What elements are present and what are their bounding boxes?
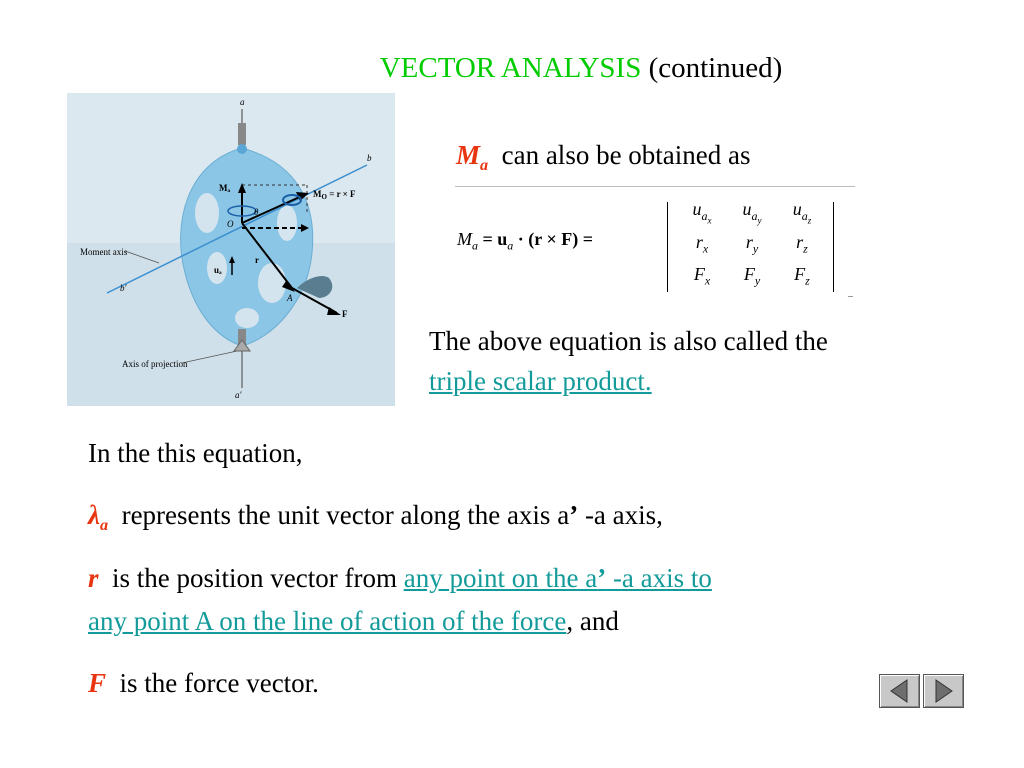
label-ua: uₐ — [214, 265, 222, 275]
matrix-row — [677, 260, 827, 292]
vector-diagram-figure — [67, 93, 395, 406]
f-symbol: F — [88, 668, 107, 698]
slide-navigation — [879, 674, 965, 710]
ma-heading — [456, 140, 751, 174]
label-b-prime: b′ — [120, 283, 127, 293]
matrix-row — [677, 196, 827, 228]
r-line: r is the position vector from any point on the a’ -a axis to — [88, 563, 712, 593]
title-main: VECTOR ANALYSIS — [379, 52, 642, 84]
f-line: F is the force vector. — [88, 668, 319, 698]
vector-diagram-svg — [67, 93, 395, 406]
label-a-prime: a′ — [235, 390, 242, 400]
label-F: F — [342, 309, 348, 319]
equation-image — [455, 186, 855, 304]
triple-product-link[interactable]: triple scalar product. — [429, 366, 652, 396]
matrix-cell: $F_z$ — [794, 263, 810, 288]
matrix-cell: $r_x$ — [695, 231, 709, 256]
lambda-symbol: $\lambda_a$ — [88, 500, 109, 534]
in-equation-line: In the this equation, — [88, 438, 303, 468]
matrix-cell: $u_{a_y}$ — [742, 199, 762, 225]
label-mo: $M_O = r \times F$ — [313, 189, 356, 201]
matrix-cell: $F_y$ — [743, 263, 761, 288]
next-slide-button[interactable] — [923, 674, 964, 708]
label-b: b — [367, 153, 372, 163]
triangle-left-icon — [880, 675, 919, 707]
equation-lhs: $M_a = u_a \cdot (r \times F)$ = — [457, 229, 593, 253]
r-symbol: r — [88, 563, 99, 593]
matrix-cell: $u_{a_x}$ — [692, 199, 712, 225]
determinant-matrix — [677, 196, 827, 292]
r-line-2: any point A on the line of action of the force, and — [88, 606, 619, 636]
matrix-cell: $u_{a_z}$ — [792, 199, 812, 225]
matrix-cell: $r_z$ — [796, 231, 808, 256]
slide-title — [0, 52, 1024, 85]
r-link-2[interactable]: any point A on the line of action of the force — [88, 606, 567, 636]
label-theta: θ — [254, 207, 259, 217]
matrix-row — [677, 228, 827, 260]
r-link-1[interactable]: any point on the a’ -a axis to — [403, 563, 712, 593]
above-line: The above equation is also called the — [429, 326, 828, 356]
label-moment-axis: Moment axis — [80, 247, 128, 257]
triangle-right-icon — [924, 675, 963, 707]
title-suffix: (continued) — [641, 52, 783, 84]
label-o: O — [227, 219, 234, 229]
matrix-cell: $F_x$ — [693, 263, 711, 288]
lambda-line: $\lambda_a$ represents the unit vector along the axis a’ -a axis, — [88, 500, 663, 534]
prev-slide-button[interactable] — [879, 674, 920, 708]
label-A: A — [287, 293, 293, 303]
matrix-cell: $r_y$ — [745, 231, 759, 256]
ma-symbol: $M_a$ — [456, 140, 489, 174]
label-axis-projection: Axis of projection — [122, 359, 188, 369]
label-ma: Mₐ — [219, 183, 231, 193]
label-a: a — [240, 97, 245, 107]
label-r: r — [255, 255, 259, 265]
ma-line: can also be obtained as — [501, 140, 751, 170]
